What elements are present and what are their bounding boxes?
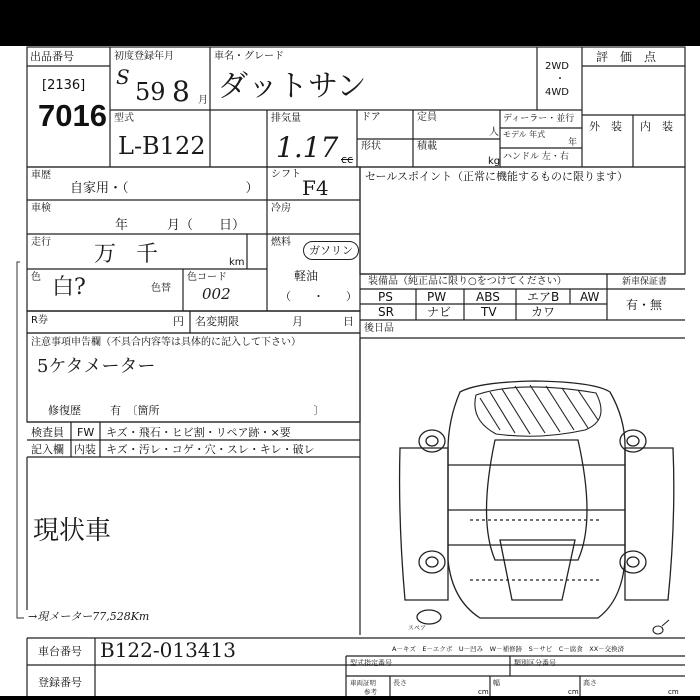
spec-year-unit: 年	[568, 138, 578, 148]
equip-aw: AW	[580, 290, 600, 304]
displacement-label: 排気量	[271, 113, 301, 124]
plate-label: 登録番号	[38, 676, 82, 689]
spec-dealer: ディーラー・並行	[503, 114, 575, 124]
cm-label-2: cm	[568, 688, 579, 696]
registration-label: 初度登録年月	[114, 51, 174, 62]
damage-scribble	[475, 385, 601, 436]
fuel-label: 燃料	[271, 237, 291, 248]
inspector-interior-items: キズ・汚レ・コゲ・穴・スレ・キレ・破レ	[106, 443, 315, 456]
chassis-label: 車台番号	[38, 645, 82, 658]
deadline-month: 月	[292, 315, 303, 328]
inspector-fw-items: キズ・飛石・ヒビ割・リペア跡・×要	[106, 426, 291, 439]
registration-month-unit: 月	[198, 95, 208, 106]
damage-legend: A－キズ E－エクボ U－凹み W－補修跡 S－サビ C－腐食 XX－交換済	[392, 645, 625, 653]
dims-label: 車両証明	[350, 679, 376, 687]
lot-number: 7016	[38, 98, 107, 133]
chassis-value: B122-013413	[100, 638, 236, 662]
deadline-label: 名変期限	[195, 315, 239, 328]
cooler-label: 冷房	[271, 203, 291, 214]
lot-label: 出品番号	[30, 50, 74, 63]
mileage-man: 万	[94, 242, 117, 267]
inspector-label-1: 検査員	[31, 426, 64, 439]
displacement-unit: cc	[341, 153, 354, 166]
equip-navi: ナビ	[427, 305, 452, 319]
sales-points-label: セールスポイント（正常に機能するものに限ります）	[365, 170, 629, 183]
designation-label: 型式指定番号	[350, 659, 392, 667]
cm-label-3: cm	[668, 688, 679, 696]
history-value: 自家用・（ ）	[70, 181, 259, 196]
score-label: 評 価 点	[596, 50, 657, 64]
handwritten-bracket	[17, 262, 24, 618]
cm-label-1: cm	[478, 688, 489, 696]
inspection-value: 年 月（ 日）	[115, 218, 246, 233]
color-value: 白?	[52, 275, 86, 300]
spec-handle: ハンドル 左・右	[503, 152, 569, 162]
equip-airbag: エアB	[527, 290, 560, 304]
inspection-label: 車検	[31, 203, 51, 214]
category-label: 類別区分番号	[514, 659, 556, 667]
notes-handwritten: 5ケタメーター	[37, 356, 156, 377]
drive-2wd: 2WD	[545, 61, 569, 72]
shift-value: F4	[302, 176, 329, 200]
spec-door: ドア	[361, 112, 381, 123]
repair-label: 修復歴	[48, 404, 81, 417]
mileage-sen: 千	[136, 242, 159, 267]
equip-abs: ABS	[476, 290, 500, 304]
registration-month: 8	[172, 75, 190, 108]
model-label: 型式	[114, 113, 134, 124]
car-name-value: ダットサン	[218, 69, 367, 104]
equip-leather: カワ	[531, 305, 556, 319]
deadline-day: 日	[343, 315, 354, 328]
inspector-label-2: 記入欄	[31, 443, 64, 456]
auction-code: [2136]	[42, 78, 86, 93]
color-code-value: 002	[202, 285, 231, 303]
inspector-interior: 内装	[74, 443, 96, 456]
later-install-label: 後日品	[364, 323, 394, 334]
warranty-label: 新車保証書	[622, 277, 668, 287]
height-label: 高さ	[583, 679, 597, 687]
registration-year: 59	[135, 78, 166, 106]
drive-dot: ・	[555, 74, 565, 85]
meter-note: →現メーター77,528Km	[28, 610, 150, 623]
drive-4wd: 4WD	[545, 87, 569, 98]
inspector-fw: FW	[77, 426, 95, 439]
notes-label: 注意事項申告欄（不具合内容等は具体的に記入して下さい）	[31, 337, 301, 348]
spec-load: 積載	[417, 141, 437, 152]
warranty-value: 有・無	[626, 298, 663, 312]
fuel-light-oil: 軽油	[294, 269, 319, 283]
equipment-label: 装備品（純正品に限り○をつけてください）	[368, 276, 567, 287]
length-label: 長さ	[393, 679, 407, 687]
car-name-label: 車名・グレード	[214, 51, 284, 62]
registration-era: S	[116, 65, 130, 89]
displacement-value: 1.17	[276, 131, 339, 164]
pen-mark-icon	[653, 620, 669, 634]
mileage-unit: km	[229, 257, 245, 268]
fuel-gasoline: ガソリン	[303, 241, 359, 260]
color-label: 色	[31, 272, 41, 283]
score-interior-label: 内 装	[640, 120, 673, 133]
equip-tv: TV	[481, 305, 497, 319]
color-change-label: 色替	[151, 283, 171, 294]
width-label: 幅	[493, 679, 500, 687]
tax-label: R券	[31, 315, 48, 326]
shift-label: シフト	[271, 169, 301, 180]
equip-pw: PW	[427, 290, 447, 304]
spec-kg: kg	[488, 156, 501, 167]
fuel-other: （ ・ ）	[280, 290, 357, 303]
spec-form: 形状	[361, 141, 381, 152]
repair-value: 有 〔箇所 〕	[110, 404, 325, 417]
tax-yen: 円	[173, 315, 184, 328]
remark-handwritten: 現状車	[33, 516, 112, 546]
equip-ps: PS	[378, 290, 393, 304]
car-diagram	[400, 381, 674, 624]
spec-model-year: モデル 年式	[503, 130, 546, 139]
spec-person: 人	[489, 127, 499, 138]
equip-sr: SR	[378, 305, 394, 319]
history-label: 車歴	[31, 170, 51, 181]
spec-capacity: 定員	[417, 112, 437, 123]
spare-label: スペア	[408, 625, 427, 632]
color-code-label: 色コード	[187, 272, 227, 283]
ref-label-1: 参考	[364, 688, 377, 696]
mileage-label: 走行	[31, 237, 51, 248]
score-exterior-label: 外 装	[589, 120, 622, 133]
model-value: L-B122	[118, 132, 206, 160]
